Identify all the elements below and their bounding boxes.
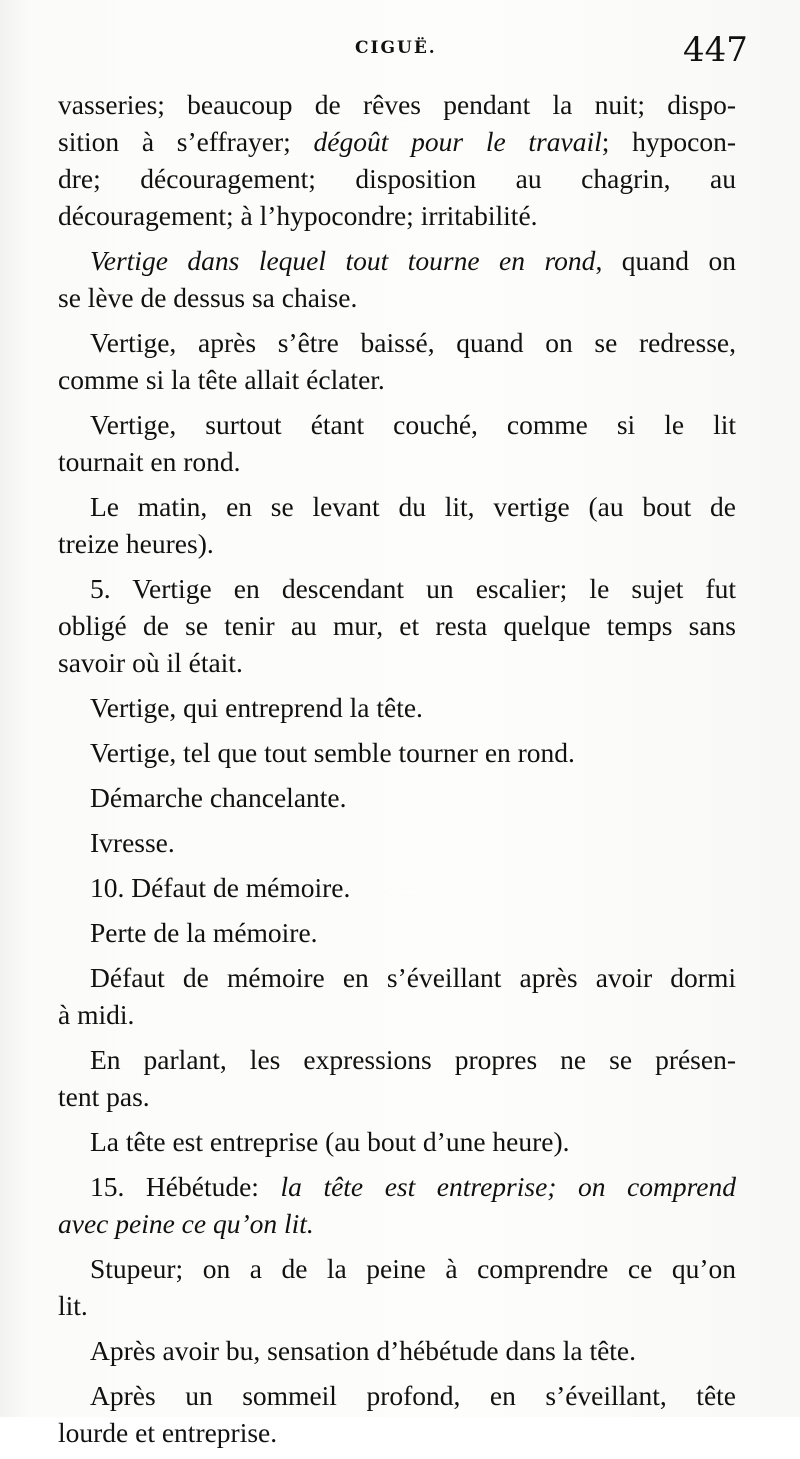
paragraph-gap bbox=[58, 316, 736, 324]
paragraph-gap bbox=[58, 480, 736, 488]
text-segment: Ivresse. bbox=[90, 827, 175, 858]
text-line bbox=[58, 824, 736, 861]
paragraph-gap bbox=[58, 234, 736, 242]
text-line bbox=[58, 525, 736, 562]
text-segment: 15. Hébétude: bbox=[90, 1171, 281, 1202]
text-segment: , quand on bbox=[595, 245, 736, 276]
text-line bbox=[58, 279, 736, 316]
paragraph bbox=[58, 734, 736, 771]
running-head: CIGUË. bbox=[355, 38, 437, 58]
text-segment: tent pas. bbox=[58, 1081, 150, 1112]
text-line bbox=[58, 443, 736, 480]
text-segment: sition à s’effrayer; bbox=[58, 126, 314, 157]
paragraph bbox=[58, 324, 736, 398]
text-segment: à midi. bbox=[58, 999, 135, 1030]
paragraph bbox=[58, 1168, 736, 1242]
text-line bbox=[58, 959, 736, 996]
page-header bbox=[0, 30, 800, 80]
text-segment: Vertige, qui entreprend la tête. bbox=[90, 692, 423, 723]
paragraph-gap bbox=[58, 1242, 736, 1250]
paragraph bbox=[58, 779, 736, 816]
text-segment: comme si la tête allait éclater. bbox=[58, 364, 385, 395]
text-segment: tournait en rond. bbox=[58, 446, 241, 477]
text-segment: En parlant, les expressions propres ne se présen- bbox=[90, 1044, 736, 1075]
paragraph bbox=[58, 1250, 736, 1324]
text-line bbox=[58, 1078, 736, 1115]
text-line bbox=[58, 1377, 736, 1414]
text-line bbox=[58, 1123, 736, 1160]
paragraph bbox=[58, 689, 736, 726]
paragraph-gap bbox=[58, 951, 736, 959]
paragraph-gap bbox=[58, 1369, 736, 1377]
italic-text: avec peine ce qu’on lit. bbox=[58, 1208, 314, 1239]
text-segment: lit. bbox=[58, 1290, 88, 1321]
text-line bbox=[58, 1041, 736, 1078]
paragraph-gap bbox=[58, 1115, 736, 1123]
paragraph-gap bbox=[58, 1033, 736, 1041]
text-line bbox=[58, 123, 736, 160]
text-line bbox=[58, 1287, 736, 1324]
italic-text: la tête est entreprise; on comprend bbox=[280, 1171, 736, 1202]
text-line bbox=[58, 488, 736, 525]
text-line bbox=[58, 324, 736, 361]
text-line bbox=[58, 570, 736, 607]
text-segment: 10. Défaut de mémoire. bbox=[90, 872, 351, 903]
paragraph bbox=[58, 406, 736, 480]
paragraph bbox=[58, 86, 736, 234]
paragraph bbox=[58, 869, 736, 906]
paragraph-gap bbox=[58, 398, 736, 406]
text-line bbox=[58, 869, 736, 906]
paragraph-gap bbox=[58, 861, 736, 869]
text-line bbox=[58, 1332, 736, 1369]
text-line bbox=[58, 1205, 736, 1242]
body-text bbox=[58, 86, 736, 1459]
text-segment: Stupeur; on a de la peine à comprendre ce qu’on bbox=[90, 1253, 736, 1284]
text-line bbox=[58, 734, 736, 771]
text-segment: La tête est entreprise (au bout d’une heure). bbox=[90, 1126, 570, 1157]
paragraph-gap bbox=[58, 771, 736, 779]
page-number: 447 bbox=[683, 30, 748, 70]
text-segment: Vertige, surtout étant couché, comme si le lit bbox=[90, 409, 736, 440]
paragraph bbox=[58, 1377, 736, 1451]
text-line bbox=[58, 197, 736, 234]
text-line bbox=[58, 160, 736, 197]
text-line bbox=[58, 914, 736, 951]
text-line bbox=[58, 1414, 736, 1451]
paragraph-gap bbox=[58, 906, 736, 914]
paragraph-gap bbox=[58, 1451, 736, 1459]
italic-text: Vertige dans lequel tout tourne en rond bbox=[90, 245, 596, 276]
text-segment: Démarche chancelante. bbox=[90, 782, 347, 813]
text-segment: ; hypocon- bbox=[601, 126, 736, 157]
text-line bbox=[58, 996, 736, 1033]
text-line bbox=[58, 1250, 736, 1287]
paragraph bbox=[58, 914, 736, 951]
text-segment: se lève de dessus sa chaise. bbox=[58, 282, 358, 313]
paragraph bbox=[58, 1332, 736, 1369]
text-line bbox=[58, 644, 736, 681]
text-segment: treize heures). bbox=[58, 528, 214, 559]
text-segment: découragement; à l’hypocondre; irritabilité. bbox=[58, 200, 538, 231]
text-line bbox=[58, 242, 736, 279]
text-segment: 5. Vertige en descendant un escalier; le sujet fut bbox=[90, 573, 736, 604]
text-segment: Vertige, après s’être baissé, quand on se redresse, bbox=[90, 327, 736, 358]
text-line bbox=[58, 607, 736, 644]
paragraph bbox=[58, 242, 736, 316]
text-segment: Défaut de mémoire en s’éveillant après avoir dormi bbox=[90, 962, 736, 993]
text-segment: Perte de la mémoire. bbox=[90, 917, 318, 948]
italic-text: dégoût pour le travail bbox=[313, 126, 602, 157]
text-line bbox=[58, 86, 736, 123]
paragraph bbox=[58, 570, 736, 681]
paragraph-gap bbox=[58, 816, 736, 824]
text-line bbox=[58, 689, 736, 726]
text-segment: vasseries; beaucoup de rêves pendant la nuit; dispo- bbox=[58, 89, 736, 120]
paragraph-gap bbox=[58, 1324, 736, 1332]
text-segment: Le matin, en se levant du lit, vertige (au bout de bbox=[90, 491, 736, 522]
text-segment: Vertige, tel que tout semble tourner en rond. bbox=[90, 737, 575, 768]
text-line bbox=[58, 1168, 736, 1205]
paragraph bbox=[58, 1123, 736, 1160]
paragraph bbox=[58, 1041, 736, 1115]
paragraph-gap bbox=[58, 726, 736, 734]
text-line bbox=[58, 779, 736, 816]
paragraph bbox=[58, 959, 736, 1033]
text-line bbox=[58, 406, 736, 443]
text-line bbox=[58, 361, 736, 398]
text-segment: obligé de se tenir au mur, et resta quelque temps sans bbox=[58, 610, 736, 641]
text-segment: lourde et entreprise. bbox=[58, 1417, 278, 1448]
text-segment: savoir où il était. bbox=[58, 647, 243, 678]
paragraph bbox=[58, 824, 736, 861]
text-segment: Après un sommeil profond, en s’éveillant, tête bbox=[90, 1380, 736, 1411]
paragraph-gap bbox=[58, 681, 736, 689]
paragraph-gap bbox=[58, 562, 736, 570]
text-segment: dre; découragement; disposition au chagrin, au bbox=[58, 163, 736, 194]
paragraph-gap bbox=[58, 1160, 736, 1168]
paragraph bbox=[58, 488, 736, 562]
text-segment: Après avoir bu, sensation d’hébétude dans la tête. bbox=[90, 1335, 637, 1366]
